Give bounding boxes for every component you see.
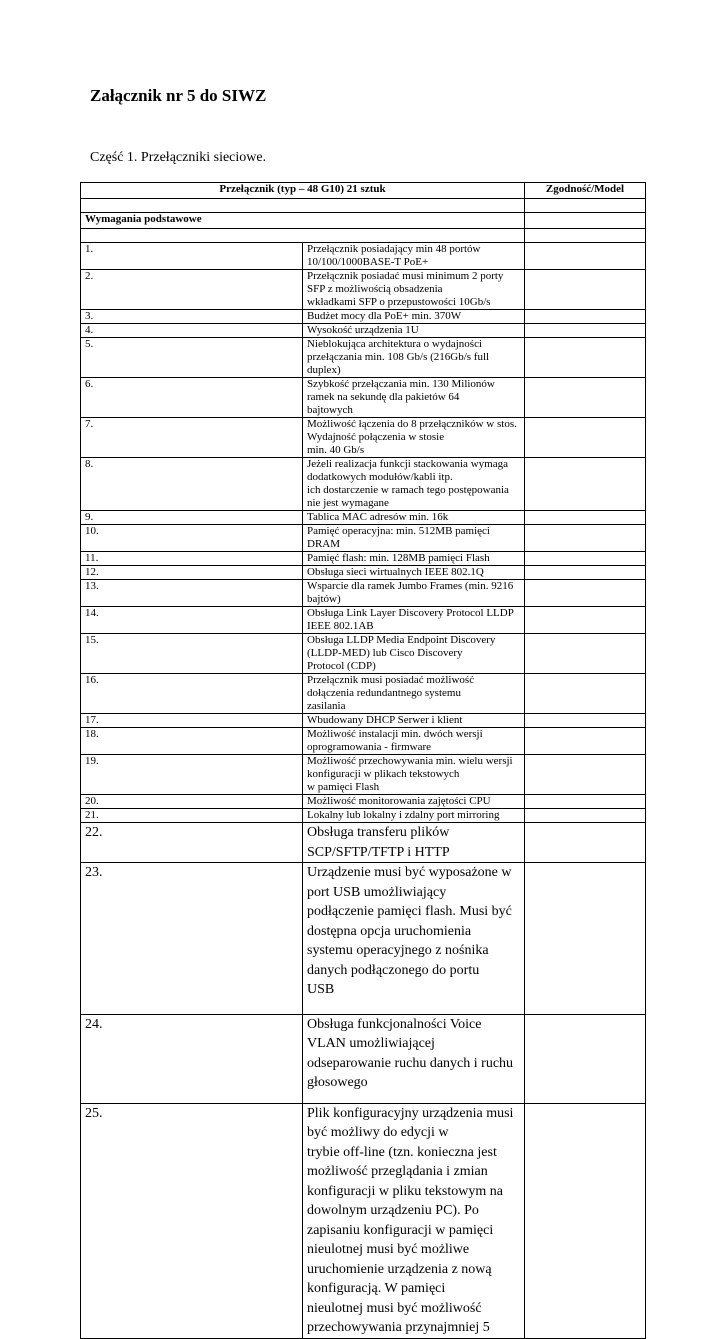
- requirement-line: Obsługa sieci wirtualnych IEEE 802.1Q: [307, 566, 484, 578]
- row-requirement: [303, 728, 525, 755]
- requirement-line: Nieblokująca architektura o wydajności przełączania min. 108 Gb/s (216Gb/s full: [307, 338, 490, 363]
- row-requirement: [303, 1014, 525, 1103]
- row-number: 22.: [81, 823, 303, 863]
- requirement-line: Lokalny lub lokalny i zdalny port mirroring: [307, 809, 500, 821]
- table-row: [81, 863, 646, 1015]
- row-compliance-cell[interactable]: [525, 728, 646, 755]
- row-compliance-cell[interactable]: [525, 755, 646, 795]
- row-requirement: [303, 795, 525, 809]
- table-row: [81, 566, 646, 580]
- requirement-line: Wysokość urządzenia 1U: [307, 324, 419, 336]
- row-compliance-cell[interactable]: [525, 823, 646, 863]
- requirement-line: Pamięć operacyjna: min. 512MB pamięci DRAM: [307, 525, 490, 550]
- table-row: [81, 795, 646, 809]
- row-requirement: [303, 243, 525, 270]
- requirement-line: Obsługa Link Layer Discovery Protocol LLDP IEEE 802.1AB: [307, 607, 514, 632]
- row-compliance-cell[interactable]: [525, 511, 646, 525]
- row-requirement: [303, 580, 525, 607]
- requirement-line: Możliwość instalacji min. dwóch wersji oprogramowania - firmware: [307, 728, 483, 753]
- requirement-line: Tablica MAC adresów min. 16k: [307, 511, 449, 523]
- table-row: [81, 324, 646, 338]
- requirement-line: Możliwość przechowywania min. wielu wersji konfiguracji w plikach tekstowych: [307, 755, 513, 780]
- row-compliance-cell[interactable]: [525, 418, 646, 458]
- requirement-line: duplex): [307, 364, 341, 376]
- requirements-table: [80, 182, 646, 1339]
- row-compliance-cell[interactable]: [525, 863, 646, 1015]
- table-row: [81, 552, 646, 566]
- row-compliance-cell[interactable]: [525, 809, 646, 823]
- row-compliance-cell[interactable]: [525, 525, 646, 552]
- row-number: 4.: [81, 324, 303, 338]
- table-row: [81, 755, 646, 795]
- requirement-line: Pamięć flash: min. 128MB pamięci Flash: [307, 552, 490, 564]
- requirement-line: Przełącznik posiadający min 48 portów 10/100/1000BASE-T PoE+: [307, 243, 481, 268]
- row-number: 23.: [81, 863, 303, 1015]
- requirement-line: trybie off-line (tzn. konieczna jest możliwość przeglądania i zmian: [307, 1144, 497, 1179]
- row-requirement: [303, 324, 525, 338]
- requirement-line: wkładkami SFP o przepustowości 10Gb/s: [307, 296, 491, 308]
- row-compliance-cell[interactable]: [525, 458, 646, 511]
- requirement-line: nieulotnej musi być możliwość przechowywania przynajmniej 5: [307, 1300, 490, 1335]
- requirement-line: bajtowych: [307, 404, 353, 416]
- row-requirement: [303, 566, 525, 580]
- table-row: [81, 418, 646, 458]
- table-row: [81, 823, 646, 863]
- table-row: [81, 580, 646, 607]
- requirement-line: podłączenie pamięci flash. Musi być dostępna opcja uruchomienia: [307, 904, 512, 939]
- requirement-line: Wbudowany DHCP Serwer i klient: [307, 714, 463, 726]
- row-compliance-cell[interactable]: [525, 580, 646, 607]
- row-compliance-cell[interactable]: [525, 674, 646, 714]
- requirement-line: konfiguracji w pliku tekstowym na dowolnym urządzeniu PC). Po: [307, 1183, 503, 1218]
- row-number: 11.: [81, 552, 303, 566]
- row-number: 9.: [81, 511, 303, 525]
- row-number: 10.: [81, 525, 303, 552]
- row-compliance-cell[interactable]: [525, 1103, 646, 1338]
- table-header-row: [81, 183, 646, 199]
- row-number: 15.: [81, 634, 303, 674]
- table-row: [81, 1103, 646, 1338]
- row-compliance-cell[interactable]: [525, 607, 646, 634]
- table-row: [81, 634, 646, 674]
- spacer-row: [81, 229, 646, 243]
- row-number: 18.: [81, 728, 303, 755]
- table-row: [81, 378, 646, 418]
- requirement-line: Możliwość monitorowania zajętości CPU: [307, 795, 491, 807]
- row-number: 19.: [81, 755, 303, 795]
- requirement-line: USB: [307, 982, 335, 997]
- subheader-row: [81, 213, 646, 229]
- row-number: 16.: [81, 674, 303, 714]
- row-compliance-cell[interactable]: [525, 243, 646, 270]
- row-number: 13.: [81, 580, 303, 607]
- table-row: [81, 338, 646, 378]
- table-row: [81, 674, 646, 714]
- row-number: 6.: [81, 378, 303, 418]
- requirement-line: Obsługa LLDP Media Endpoint Discovery (LLDP-MED) lub Cisco Discovery: [307, 634, 496, 659]
- row-compliance-cell[interactable]: [525, 795, 646, 809]
- table-row: [81, 511, 646, 525]
- row-compliance-cell[interactable]: [525, 378, 646, 418]
- requirement-line: zapisaniu konfiguracji w pamięci nieulotnej musi być możliwe: [307, 1222, 494, 1257]
- row-requirement: [303, 338, 525, 378]
- page-title: Załącznik nr 5 do SIWZ: [90, 86, 267, 105]
- requirement-line: Możliwość łączenia do 8 przełączników w stos. Wydajność połączenia w stosie: [307, 418, 517, 443]
- row-compliance-cell[interactable]: [525, 634, 646, 674]
- table-row: [81, 714, 646, 728]
- row-number: 7.: [81, 418, 303, 458]
- row-number: 21.: [81, 809, 303, 823]
- row-compliance-cell[interactable]: [525, 310, 646, 324]
- row-requirement: [303, 418, 525, 458]
- table-row: [81, 1014, 646, 1103]
- row-requirement: [303, 823, 525, 863]
- row-number: 12.: [81, 566, 303, 580]
- row-compliance-cell[interactable]: [525, 714, 646, 728]
- requirement-line: Urządzenie musi być wyposażone w port USB umożliwiający: [307, 865, 512, 900]
- row-number: 25.: [81, 1103, 303, 1338]
- row-requirement: [303, 863, 525, 1015]
- requirement-line: ich dostarczenie w ramach tego postępowania nie jest wymagane: [307, 484, 509, 509]
- row-number: 24.: [81, 1014, 303, 1103]
- row-number: 14.: [81, 607, 303, 634]
- row-number: 5.: [81, 338, 303, 378]
- header-compliance: Zgodność/Model: [525, 183, 646, 199]
- row-requirement: [303, 634, 525, 674]
- table-row: [81, 458, 646, 511]
- row-requirement: [303, 458, 525, 511]
- table-row: [81, 270, 646, 310]
- row-requirement: [303, 270, 525, 310]
- row-requirement: [303, 310, 525, 324]
- row-number: 20.: [81, 795, 303, 809]
- row-requirement: [303, 714, 525, 728]
- row-requirement: [303, 511, 525, 525]
- requirement-line: Protocol (CDP): [307, 660, 376, 672]
- requirement-line: Szybkość przełączania min. 130 Milionów ramek na sekundę dla pakietów 64: [307, 378, 495, 403]
- requirement-line: Budżet mocy dla PoE+ min. 370W: [307, 310, 462, 322]
- row-requirement: [303, 378, 525, 418]
- requirement-line: min. 40 Gb/s: [307, 444, 365, 456]
- row-number: 8.: [81, 458, 303, 511]
- row-requirement: [303, 552, 525, 566]
- table-row: [81, 809, 646, 823]
- requirement-line: Plik konfiguracyjny urządzenia musi być możliwy do edycji w: [307, 1105, 514, 1140]
- row-number: 2.: [81, 270, 303, 310]
- row-requirement: [303, 1103, 525, 1338]
- row-compliance-cell[interactable]: [525, 270, 646, 310]
- requirement-line: Wsparcie dla ramek Jumbo Frames (min. 9216 bajtów): [307, 580, 514, 605]
- header-device: Przełącznik (typ – 48 G10) 21 sztuk: [81, 183, 525, 199]
- table-row: [81, 607, 646, 634]
- row-requirement: [303, 607, 525, 634]
- table-row: [81, 310, 646, 324]
- row-number: 1.: [81, 243, 303, 270]
- requirement-line: odseparowanie ruchu danych i ruchu głosowego: [307, 1055, 514, 1090]
- requirement-line: zasilania: [307, 700, 346, 712]
- requirement-line: Przełącznik musi posiadać możliwość dołączenia redundantnego systemu: [307, 674, 475, 699]
- table-row: [81, 525, 646, 552]
- row-requirement: [303, 674, 525, 714]
- requirement-line: Przełącznik posiadać musi minimum 2 porty SFP z możliwością obsadzenia: [307, 270, 504, 295]
- table-row: [81, 243, 646, 270]
- requirement-line: Obsługa transferu plików SCP/SFTP/TFTP i HTTP: [307, 825, 450, 860]
- section-title: Część 1. Przełączniki sieciowe.: [90, 150, 267, 165]
- requirement-line: systemu operacyjnego z nośnika danych podłączonego do portu: [307, 943, 489, 978]
- row-compliance-cell[interactable]: [525, 324, 646, 338]
- row-compliance-cell[interactable]: [525, 566, 646, 580]
- row-requirement: [303, 755, 525, 795]
- table-row: [81, 728, 646, 755]
- subheader-basic-requirements: Wymagania podstawowe: [81, 213, 525, 229]
- row-compliance-cell[interactable]: [525, 552, 646, 566]
- row-compliance-cell[interactable]: [525, 1014, 646, 1103]
- row-requirement: [303, 809, 525, 823]
- spacer-row: [81, 199, 646, 213]
- row-compliance-cell[interactable]: [525, 338, 646, 378]
- requirement-line: Jeżeli realizacja funkcji stackowania wymaga dodatkowych modułów/kabli itp.: [307, 458, 508, 483]
- requirement-line: Obsługa funkcjonalności Voice VLAN umożliwiającej: [307, 1016, 482, 1051]
- row-number: 3.: [81, 310, 303, 324]
- requirement-line: uruchomienie urządzenia z nową konfiguracją. W pamięci: [307, 1261, 492, 1296]
- row-requirement: [303, 525, 525, 552]
- row-number: 17.: [81, 714, 303, 728]
- requirement-line: w pamięci Flash: [307, 781, 380, 793]
